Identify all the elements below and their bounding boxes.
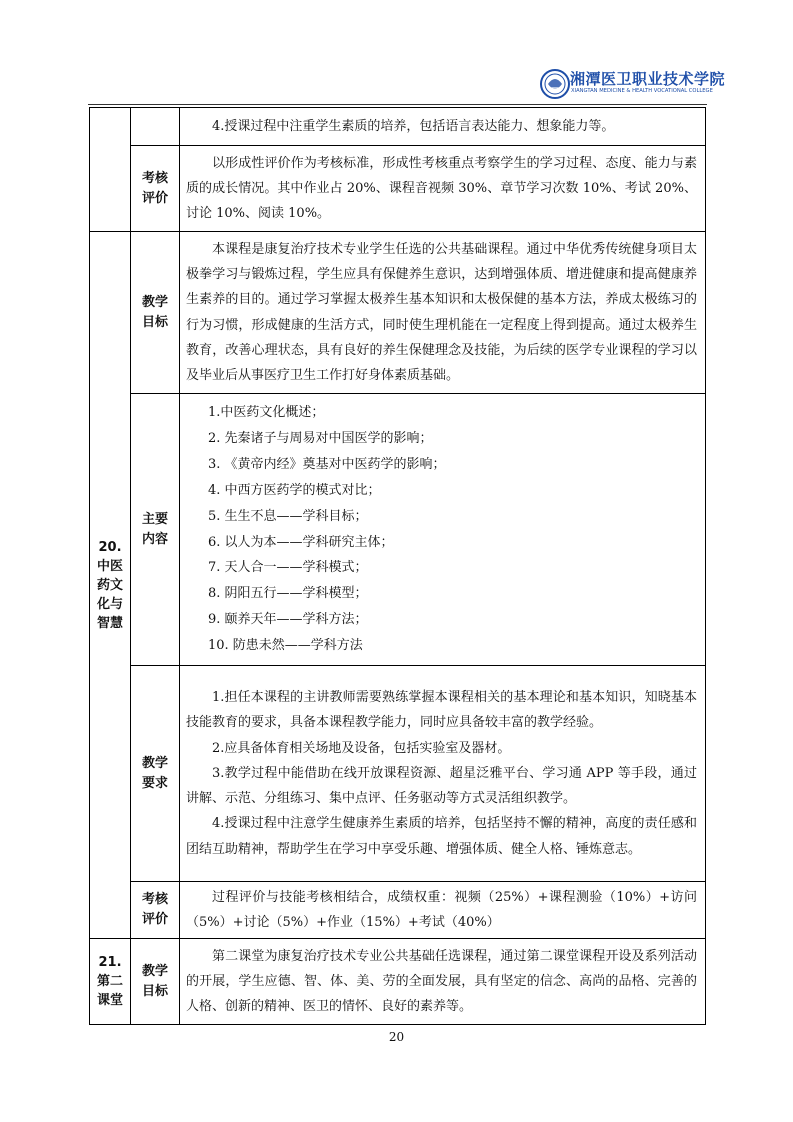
list-item: 9. 颐养天年——学科方法； xyxy=(208,612,368,628)
list-item: 2. 先秦诸子与周易对中国医学的影响； xyxy=(208,430,433,446)
course20-content-label: 主要内容 xyxy=(131,394,180,666)
course21-objective-text: 第二课堂为康复治疗技术专业公共基础任选课程，通过第二课堂课程开设及系列活动的开展，学生应德、智、体、美、劳的全面发展，具有坚定的信念、高尚的品格、完善的人格、创新的精神、医卫的情怀、良好的素养等。 xyxy=(186,948,697,1015)
list-item: 8. 阴阳五行——学科模型； xyxy=(208,586,368,602)
curriculum-table xyxy=(89,107,706,1025)
table-row xyxy=(90,666,706,882)
college-subtitle: XIANGTAN MEDICINE & HEALTH VOCATIONAL COLLEGE xyxy=(571,88,713,94)
college-emblem-icon xyxy=(540,66,570,102)
course20-requirement-1: 1.担任本课程的主讲教师需要熟练掌握本课程相关的基本理论和基本知识，知晓基本技能教育的要求，具备本课程教学能力，同时应具备较丰富的教学经验。 xyxy=(186,689,697,731)
course20-requirement-cell xyxy=(180,666,706,882)
course20-requirement-3: 3.教学过程中能借助在线开放课程资源、超星泛雅平台、学习通 APP 等手段，通过讲解、示范、分组练习、集中点评、任务驱动等方式灵活组织教学。 xyxy=(186,765,697,807)
course20-objective-label: 教学目标 xyxy=(131,232,180,394)
course20-requirement-4: 4.授课过程中注意学生健康养生素质的培养，包括坚持不懈的精神，高度的责任感和团结互助精神，帮助学生在学习中享受乐趣、增强体质、健全人格、锤炼意志。 xyxy=(186,816,697,857)
table-row xyxy=(90,232,706,394)
list-item: 1.中医药文化概述； xyxy=(208,404,325,420)
course20-objective-text: 本课程是康复治疗技术专业学生任选的公共基础课程。通过中华优秀传统健身项目太极拳学习与锻炼过程，学生应具有保健养生意识，达到增强体质、增进健康和提高健康养生素养的目的。通过学习掌握太极养生基本知识和太极保健的基本方法，养成太极练习的行为习惯，形成健康的生活方式，同时使生理机能在一定程度上得到提高。通过太极养生教育，改善心理状态，具有良好的养生保健理念及技能，为后续的医学专业课程的学习以及毕业后从事医疗卫生工作打好身体素质基础。 xyxy=(186,241,697,384)
prev-assessment-label: 考核评价 xyxy=(131,146,180,232)
page-number: 20 xyxy=(388,1030,405,1044)
table-row xyxy=(90,882,706,939)
course20-assessment-text: 过程评价与技能考核相结合，成绩权重：视频（25%）+课程测验（10%）+访问（5%）+讨论（5%）+作业（15%）+考试（40%） xyxy=(186,889,697,930)
course21-objective-label: 教学目标 xyxy=(131,939,180,1025)
college-name: 湘潭医卫职业技术学院 xyxy=(570,70,726,88)
course21-objective-cell xyxy=(180,939,706,1025)
course20-content-cell xyxy=(180,394,706,666)
course20-objective-cell xyxy=(180,232,706,394)
list-item: 10. 防患未然——学科方法 xyxy=(208,638,363,654)
list-item: 7. 天人合一——学科模式； xyxy=(208,560,368,576)
list-item: 6. 以人为本——学科研究主体； xyxy=(208,534,394,550)
list-item: 3. 《黄帝内经》奠基对中医药学的影响； xyxy=(208,456,446,472)
course20-assessment-label: 考核评价 xyxy=(131,882,180,939)
table-row xyxy=(90,394,706,666)
prev-requirement-cell xyxy=(180,108,706,146)
prev-course-title-cell xyxy=(90,108,131,232)
course20-assessment-cell xyxy=(180,882,706,939)
table-row xyxy=(90,939,706,1025)
course21-title: 21. 第二 课堂 xyxy=(90,939,131,1025)
prev-requirement-text: 4.授课过程中注重学生素质的培养，包括语言表达能力、想象能力等。 xyxy=(212,118,615,134)
list-item: 4. 中西方医药学的模式对比； xyxy=(208,482,381,498)
prev-assessment-cell xyxy=(180,146,706,232)
prev-assessment-text: 以形成性评价作为考核标准，形成性考核重点考察学生的学习过程、态度、能力与素质的成长情况。其中作业占 20%、课程音视频 30%、章节学习次数 10%、考试 20%、讨论 10%、阅读 10%。 xyxy=(186,155,697,222)
college-logo xyxy=(540,66,726,104)
prev-requirement-label-cell xyxy=(131,108,180,146)
list-item: 5. 生生不息——学科目标； xyxy=(208,508,368,524)
course20-title: 20. 中医 药文 化与 智慧 xyxy=(90,232,131,939)
table-row xyxy=(90,108,706,146)
table-row xyxy=(90,146,706,232)
course20-requirement-2: 2.应具备体育相关场地及设备，包括实验室及器材。 xyxy=(212,740,511,756)
course20-requirement-label: 教学要求 xyxy=(131,666,180,882)
header-rule xyxy=(88,104,707,105)
